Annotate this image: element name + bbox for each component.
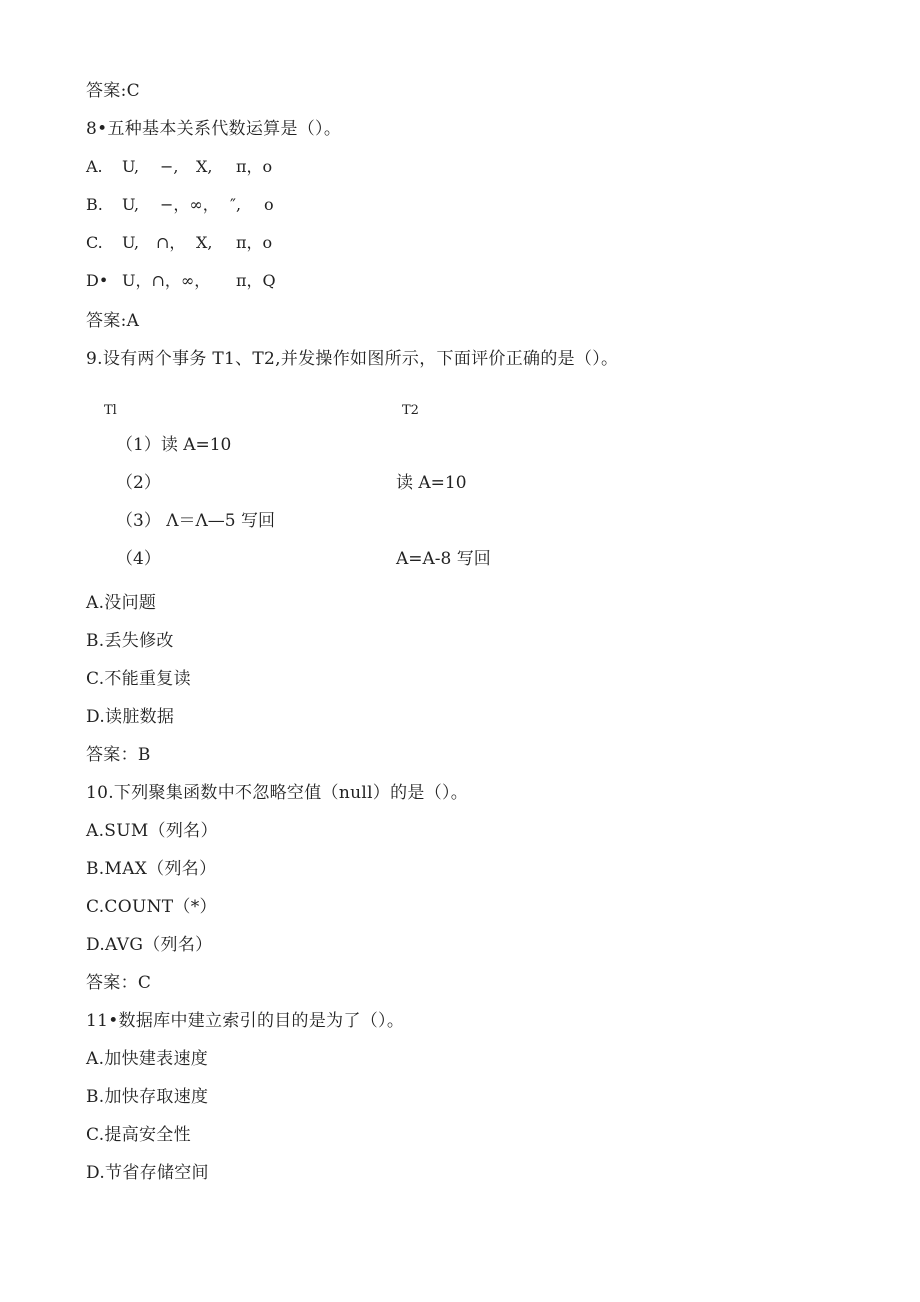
q11-question: 11•数据库中建立索引的目的是为了（）。 [86, 1011, 405, 1031]
q10-option-d: D.AVG（列名） [86, 935, 213, 955]
q8-option-a-op3: X, [196, 157, 213, 176]
q9-answer: 答案：B [86, 745, 151, 765]
q9-row2-t2: 读 A=10 [396, 473, 467, 493]
q8-option-d-label: D• [86, 271, 109, 290]
q9-row4-t2: A=A-8 写回 [396, 549, 491, 569]
q11-option-a: A.加快建表速度 [86, 1049, 209, 1069]
q9-row3-t1: （3） Λ＝Λ—5 写回 [116, 511, 275, 531]
q11-option-b: B.加快存取速度 [86, 1087, 209, 1107]
q10-option-a: A.SUM（列名） [86, 821, 218, 841]
q9-option-b: B.丢失修改 [86, 631, 174, 651]
q11-option-c: C.提高安全性 [86, 1125, 191, 1145]
q9-option-d: D.读脏数据 [86, 707, 175, 727]
q10-question: 10.下列聚集函数中不忽略空值（null）的是（）。 [86, 783, 469, 803]
q8-option-a-label: A. [86, 157, 103, 176]
q8-option-d-op2: π，Q [236, 271, 276, 290]
q8-option-a-op1: U, [122, 157, 140, 176]
q10-option-c: C.COUNT（*） [86, 897, 217, 917]
q8-option-b-op1: U, [122, 195, 140, 214]
q8-option-b-label: B. [86, 195, 103, 214]
q8-option-b-op3: ″, [230, 195, 242, 214]
q9-option-a: A.没问题 [86, 593, 157, 613]
q7-answer: 答案:C [86, 81, 140, 101]
q8-option-b-op2: −，∞， [160, 195, 219, 214]
q9-question: 9.设有两个事务 T1、T2,并发操作如图所示，下面评价正确的是（）。 [86, 349, 619, 369]
q8-question: 8•五种基本关系代数运算是（）。 [86, 119, 342, 139]
q8-option-a-op4: π，o [236, 157, 273, 176]
q8-option-d-op1: U，∩，∞， [122, 271, 211, 290]
q8-option-c-op1: U, [122, 233, 140, 252]
q8-option-c-op2: ∩， [156, 233, 186, 252]
q9-t2-header: T2 [402, 403, 419, 418]
q8-option-c-op3: X, [196, 233, 213, 252]
q9-row4-t1: （4） [116, 549, 161, 569]
q9-row2-t1: （2） [116, 473, 161, 493]
q8-option-a-op2: −, [160, 157, 179, 176]
q8-option-c-label: C. [86, 233, 103, 252]
q9-option-c: C.不能重复读 [86, 669, 191, 689]
q9-t1-header: Tl [104, 403, 117, 418]
q11-option-d: D.节省存储空间 [86, 1163, 209, 1183]
q9-row1-t1: （1）读 A=10 [116, 435, 232, 455]
q10-option-b: B.MAX（列名） [86, 859, 217, 879]
q8-answer: 答案:A [86, 311, 140, 331]
q8-option-b-op4: o [264, 195, 274, 214]
q8-option-c-op4: π，o [236, 233, 273, 252]
q10-answer: 答案：C [86, 973, 152, 993]
